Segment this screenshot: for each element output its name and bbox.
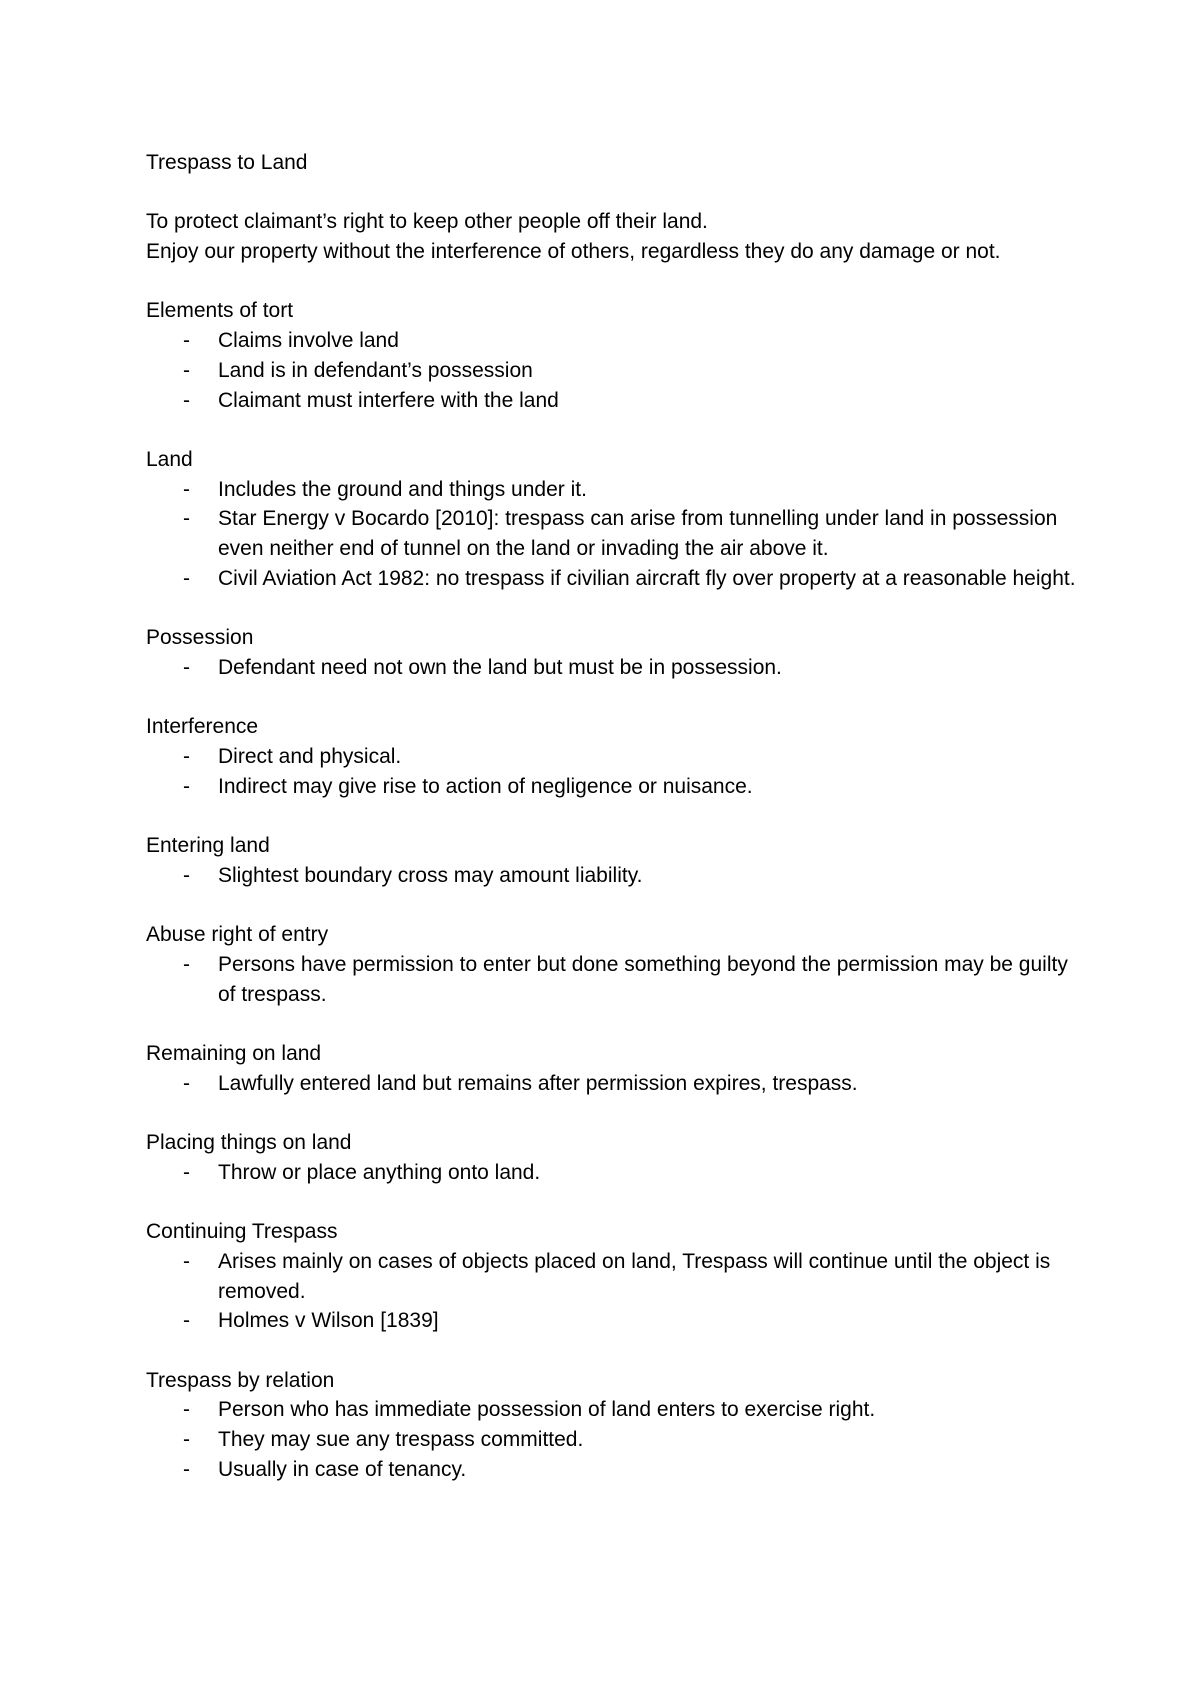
dash-bullet-icon: - bbox=[183, 655, 190, 679]
bullet-item bbox=[146, 1069, 1076, 1099]
dash-bullet-icon: - bbox=[183, 388, 190, 412]
dash-bullet-icon: - bbox=[183, 952, 190, 976]
bullet-list bbox=[146, 1158, 1076, 1188]
bullet-list bbox=[146, 475, 1076, 594]
intro-line-2: Enjoy our property without the interference of others, regardless they do any damage or not. bbox=[146, 240, 1001, 264]
section-heading: Elements of tort bbox=[146, 299, 294, 323]
bullet-text: Claims involve land bbox=[218, 329, 399, 353]
spacer bbox=[146, 1009, 1076, 1039]
bullet-item bbox=[146, 564, 1076, 594]
bullet-item bbox=[146, 1395, 1076, 1425]
bullet-text: Includes the ground and things under it. bbox=[218, 477, 587, 501]
bullet-item bbox=[146, 772, 1076, 802]
intro-line-1: To protect claimant’s right to keep other people off their land. bbox=[146, 210, 708, 234]
spacer bbox=[146, 1098, 1076, 1128]
bullet-list bbox=[146, 1395, 1076, 1484]
dash-bullet-icon: - bbox=[183, 477, 190, 501]
dash-bullet-icon: - bbox=[183, 358, 190, 382]
bullet-text: Arises mainly on cases of objects placed on land, Trespass will continue until the object is removed. bbox=[218, 1249, 1051, 1303]
dash-bullet-icon: - bbox=[183, 1249, 190, 1273]
bullet-text: Civil Aviation Act 1982: no trespass if civilian aircraft fly over property at a reasonable height. bbox=[218, 566, 1076, 590]
bullet-item bbox=[146, 356, 1076, 386]
section-remaining-on-land bbox=[146, 1039, 1076, 1098]
bullet-item bbox=[146, 1455, 1076, 1485]
bullet-text: Throw or place anything onto land. bbox=[218, 1160, 541, 1184]
section-heading: Remaining on land bbox=[146, 1041, 322, 1065]
dash-bullet-icon: - bbox=[183, 1071, 190, 1095]
section-continuing-trespass bbox=[146, 1217, 1076, 1336]
bullet-item bbox=[146, 326, 1076, 356]
bullet-item bbox=[146, 742, 1076, 772]
bullet-list bbox=[146, 861, 1076, 891]
dash-bullet-icon: - bbox=[183, 1309, 190, 1333]
bullet-item bbox=[146, 861, 1076, 891]
bullet-text: Land is in defendant’s possession bbox=[218, 358, 533, 382]
dash-bullet-icon: - bbox=[183, 329, 190, 353]
section-heading: Land bbox=[146, 447, 193, 471]
bullet-item bbox=[146, 504, 1076, 563]
section-trespass-by-relation bbox=[146, 1366, 1076, 1485]
dash-bullet-icon: - bbox=[183, 863, 190, 887]
bullet-list bbox=[146, 1069, 1076, 1099]
bullet-text: Usually in case of tenancy. bbox=[218, 1457, 467, 1481]
dash-bullet-icon: - bbox=[183, 566, 190, 590]
dash-bullet-icon: - bbox=[183, 1160, 190, 1184]
section-entering-land bbox=[146, 831, 1076, 890]
bullet-text: Star Energy v Bocardo [2010]: trespass can arise from tunnelling under land in possession even neither end of tunnel on the land or invading the air above it. bbox=[218, 507, 1058, 561]
bullet-item bbox=[146, 1158, 1076, 1188]
section-placing-things-on-land bbox=[146, 1128, 1076, 1187]
bullet-list bbox=[146, 653, 1076, 683]
section-heading: Continuing Trespass bbox=[146, 1220, 338, 1244]
bullet-item bbox=[146, 950, 1076, 1009]
dash-bullet-icon: - bbox=[183, 774, 190, 798]
bullet-text: Claimant must interfere with the land bbox=[218, 388, 559, 412]
spacer bbox=[146, 594, 1076, 624]
bullet-list bbox=[146, 1247, 1076, 1336]
section-possession bbox=[146, 623, 1076, 682]
bullet-list bbox=[146, 950, 1076, 1009]
bullet-text: Direct and physical. bbox=[218, 744, 402, 768]
section-heading: Abuse right of entry bbox=[146, 923, 329, 947]
section-elements-of-tort bbox=[146, 296, 1076, 415]
spacer bbox=[146, 683, 1076, 713]
bullet-list bbox=[146, 742, 1076, 801]
section-heading: Placing things on land bbox=[146, 1131, 352, 1155]
bullet-text: Slightest boundary cross may amount liability. bbox=[218, 863, 643, 887]
section-land bbox=[146, 445, 1076, 594]
bullet-item bbox=[146, 1247, 1076, 1306]
bullet-item bbox=[146, 1306, 1076, 1336]
bullet-text: Person who has immediate possession of land enters to exercise right. bbox=[218, 1398, 876, 1422]
bullet-item bbox=[146, 653, 1076, 683]
spacer bbox=[146, 1336, 1076, 1366]
section-heading: Entering land bbox=[146, 834, 270, 858]
bullet-item bbox=[146, 475, 1076, 505]
dash-bullet-icon: - bbox=[183, 744, 190, 768]
bullet-item bbox=[146, 386, 1076, 416]
spacer bbox=[146, 890, 1076, 920]
section-heading: Interference bbox=[146, 715, 259, 739]
bullet-text: They may sue any trespass committed. bbox=[218, 1428, 584, 1452]
section-abuse-right-of-entry bbox=[146, 920, 1076, 1009]
document-page bbox=[146, 148, 1076, 1484]
spacer bbox=[146, 178, 1076, 208]
bullet-text: Lawfully entered land but remains after permission expires, trespass. bbox=[218, 1071, 858, 1095]
spacer bbox=[146, 1187, 1076, 1217]
section-heading: Trespass by relation bbox=[146, 1368, 335, 1392]
dash-bullet-icon: - bbox=[183, 507, 190, 531]
section-heading: Possession bbox=[146, 626, 254, 650]
section-interference bbox=[146, 712, 1076, 801]
document-title: Trespass to Land bbox=[146, 151, 308, 174]
dash-bullet-icon: - bbox=[183, 1398, 190, 1422]
dash-bullet-icon: - bbox=[183, 1457, 190, 1481]
spacer bbox=[146, 415, 1076, 445]
bullet-text: Holmes v Wilson [1839] bbox=[218, 1309, 439, 1333]
bullet-text: Persons have permission to enter but done something beyond the permission may be guilty of trespass. bbox=[218, 952, 1068, 1006]
spacer bbox=[146, 801, 1076, 831]
bullet-list bbox=[146, 326, 1076, 415]
spacer bbox=[146, 267, 1076, 297]
bullet-item bbox=[146, 1425, 1076, 1455]
bullet-text: Indirect may give rise to action of negligence or nuisance. bbox=[218, 774, 753, 798]
dash-bullet-icon: - bbox=[183, 1428, 190, 1452]
bullet-text: Defendant need not own the land but must be in possession. bbox=[218, 655, 782, 679]
